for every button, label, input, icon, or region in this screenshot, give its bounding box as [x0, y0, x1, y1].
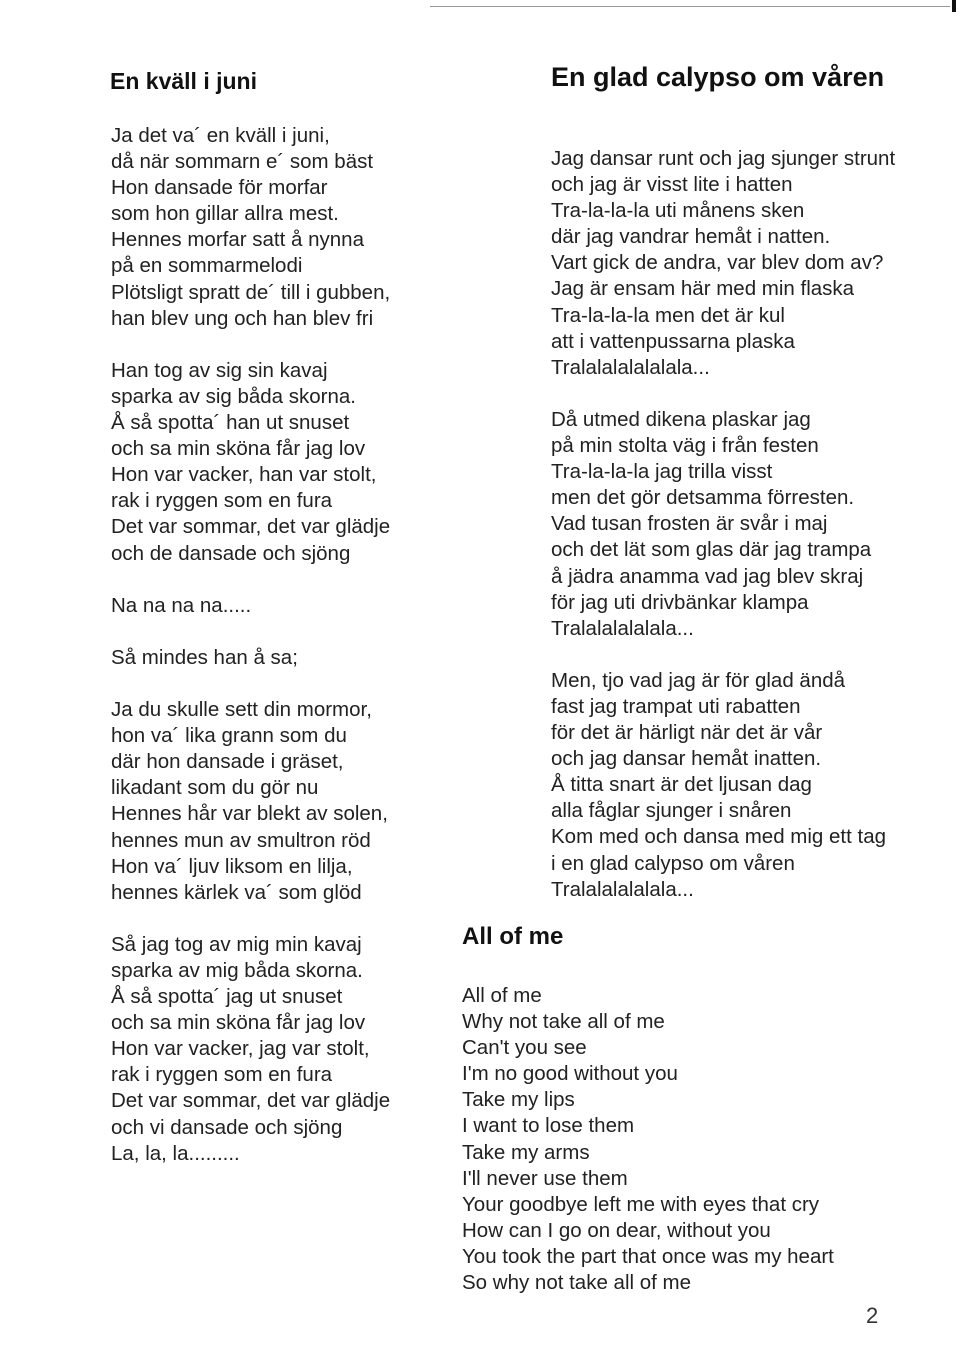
song-title-all-of-me: All of me [462, 923, 564, 950]
lyric-line: Hennes morfar satt å nynna [111, 228, 364, 252]
lyric-line: alla fåglar sjunger i snåren [551, 799, 792, 823]
lyric-line: i en glad calypso om våren [551, 851, 795, 875]
lyric-line: rak i ryggen som en fura [111, 489, 333, 513]
lyric-line: Vart gick de andra, var blev dom av? [551, 251, 884, 275]
song-lyrics-all-of-me [462, 983, 834, 1296]
lyric-line: Hon dansade för morfar [111, 176, 328, 200]
lyric-line: då när sommarn e´ som bäst [111, 150, 374, 174]
stanza-gap [111, 671, 390, 697]
song-title-en-glad-calypso: En glad calypso om våren [551, 62, 885, 92]
lyric-line: Hon var vacker, han var stolt, [111, 463, 377, 487]
lyric-line: Jag är ensam här med min flaska [551, 277, 855, 301]
lyric-line: men det gör detsamma förresten. [551, 486, 855, 510]
lyric-line: och sa min sköna får jag lov [111, 1011, 366, 1035]
lyric-line: Det var sommar, det var glädje [111, 515, 391, 539]
lyric-line: Så jag tog av mig min kavaj [111, 932, 362, 956]
song-lyrics-en-kvall-i-juni [111, 123, 390, 1167]
song-title-en-kvall-i-juni: En kväll i juni [110, 68, 257, 94]
lyric-line: Tra-la-la-la uti månens sken [551, 199, 805, 223]
lyric-line: Hon var vacker, jag var stolt, [111, 1037, 370, 1061]
lyric-line: Han tog av sig sin kavaj [111, 358, 328, 382]
lyric-line: och de dansade och sjöng [111, 541, 351, 565]
lyric-line: och vi dansade och sjöng [111, 1115, 343, 1139]
lyric-line: för det är härligt när det är vår [551, 721, 823, 745]
top-edge-mark [952, 0, 956, 12]
lyric-line: rak i ryggen som en fura [111, 1063, 333, 1087]
lyric-line: på en sommarmelodi [111, 254, 303, 278]
top-edge-line [430, 6, 950, 7]
lyric-line: Take my lips [462, 1088, 575, 1112]
stanza-gap [111, 619, 390, 645]
lyric-line: Ja det va´ en kväll i juni, [111, 124, 330, 147]
lyric-line: Det var sommar, det var glädje [111, 1089, 391, 1113]
lyric-line: All of me [462, 984, 542, 1007]
lyric-line: att i vattenpussarna plaska [551, 329, 795, 353]
lyric-line: Ja du skulle sett din mormor, [111, 698, 372, 722]
lyric-line: hon va´ lika grann som du [111, 724, 347, 748]
lyric-line: Då utmed dikena plaskar jag [551, 407, 811, 431]
lyric-line: som hon gillar allra mest. [111, 202, 339, 226]
lyric-line: Why not take all of me [462, 1010, 665, 1034]
lyric-line: Tra-la-la-la jag trilla visst [551, 460, 773, 484]
lyric-line: I'll never use them [462, 1166, 628, 1190]
lyric-line: You took the part that once was my heart [462, 1244, 834, 1268]
lyric-line: likadant som du gör nu [111, 776, 319, 800]
lyric-line: på min stolta väg i från festen [551, 434, 819, 458]
stanza-gap [551, 381, 895, 407]
lyric-line: Take my arms [462, 1140, 590, 1164]
stanza-gap [111, 567, 390, 593]
lyric-line: och sa min sköna får jag lov [111, 437, 366, 461]
lyric-line: How can I go on dear, without you [462, 1218, 771, 1242]
lyric-line: I'm no good without you [462, 1062, 678, 1086]
lyric-line: han blev ung och han blev fri [111, 306, 374, 330]
lyric-line: Kom med och dansa med mig ett tag [551, 825, 887, 849]
lyric-line: Å så spotta´ han ut snuset [111, 411, 350, 435]
lyric-line: sparka av mig båda skorna. [111, 959, 363, 982]
stanza-gap [111, 332, 390, 358]
lyric-line: Så mindes han å sa; [111, 645, 298, 669]
lyric-line: där hon dansade i gräset, [111, 750, 344, 774]
lyric-line: Na na na na..... [111, 593, 252, 617]
lyric-line: Hon va´ ljuv liksom en lilja, [111, 854, 353, 878]
lyric-line: Your goodbye left me with eyes that cry [462, 1192, 820, 1216]
lyric-line: å jädra anamma vad jag blev skraj [551, 564, 864, 588]
stanza-gap [111, 906, 390, 932]
stanza-gap [551, 642, 895, 668]
lyric-line: för jag uti drivbänkar klampa [551, 590, 809, 614]
lyric-line: I want to lose them [462, 1114, 635, 1138]
page-number: 2 [866, 1303, 879, 1328]
lyric-line: Tralalalalalala... [551, 616, 694, 640]
lyric-line: So why not take all of me [462, 1271, 692, 1295]
lyric-line: Hennes hår var blekt av solen, [111, 802, 388, 826]
song-lyrics-en-glad-calypso [551, 146, 895, 903]
lyric-line: Jag dansar runt och jag sjunger strunt [551, 147, 896, 170]
lyric-line: och det lät som glas där jag trampa [551, 538, 872, 562]
lyric-line: och jag dansar hemåt inatten. [551, 747, 822, 771]
lyric-line: hennes mun av smultron röd [111, 828, 371, 852]
lyric-line: och jag är visst lite i hatten [551, 173, 793, 197]
lyric-line: Plötsligt spratt de´ till i gubben, [111, 280, 391, 304]
lyric-line: där jag vandrar hemåt i natten. [551, 225, 831, 249]
lyric-line: Men, tjo vad jag är för glad ändå [551, 668, 846, 692]
lyric-line: sparka av sig båda skorna. [111, 384, 356, 408]
lyric-line: hennes kärlek va´ som glöd [111, 880, 362, 904]
lyric-line: Å titta snart är det ljusan dag [551, 773, 812, 797]
lyric-line: Tra-la-la-la men det är kul [551, 303, 785, 327]
lyric-line: Vad tusan frosten är svår i maj [551, 512, 828, 536]
lyric-line: La, la, la......... [111, 1141, 240, 1165]
lyric-line: Å så spotta´ jag ut snuset [111, 985, 343, 1009]
lyric-line: fast jag trampat uti rabatten [551, 694, 801, 718]
lyric-line: Tralalalalalala... [551, 877, 694, 901]
lyric-line: Can't you see [462, 1036, 587, 1060]
lyric-line: Tralalalalalalala... [551, 355, 710, 379]
